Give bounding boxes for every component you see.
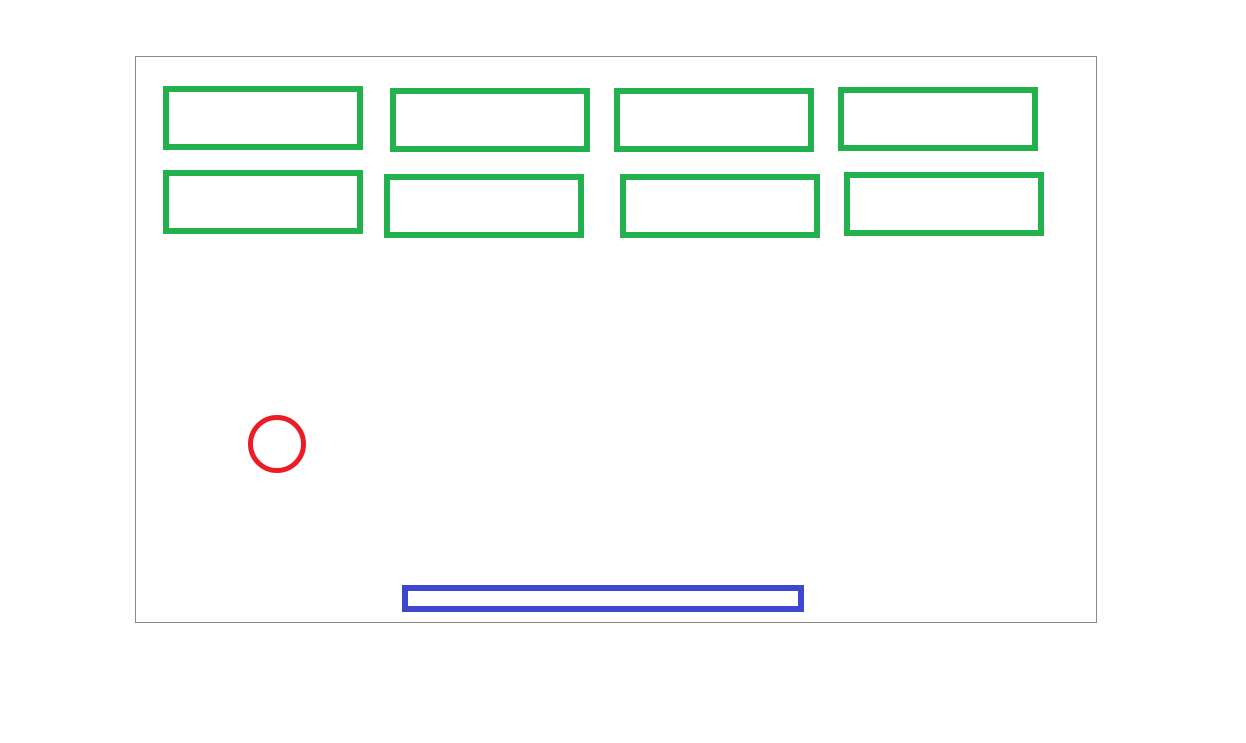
game-board[interactable] (135, 56, 1097, 623)
paddle[interactable] (402, 585, 804, 612)
brick (838, 87, 1038, 151)
brick (390, 88, 590, 152)
ball (248, 415, 306, 473)
brick (384, 174, 584, 238)
brick (844, 172, 1044, 236)
brick (620, 174, 820, 238)
brick (163, 86, 363, 150)
brick (614, 88, 814, 152)
brick (163, 170, 363, 234)
